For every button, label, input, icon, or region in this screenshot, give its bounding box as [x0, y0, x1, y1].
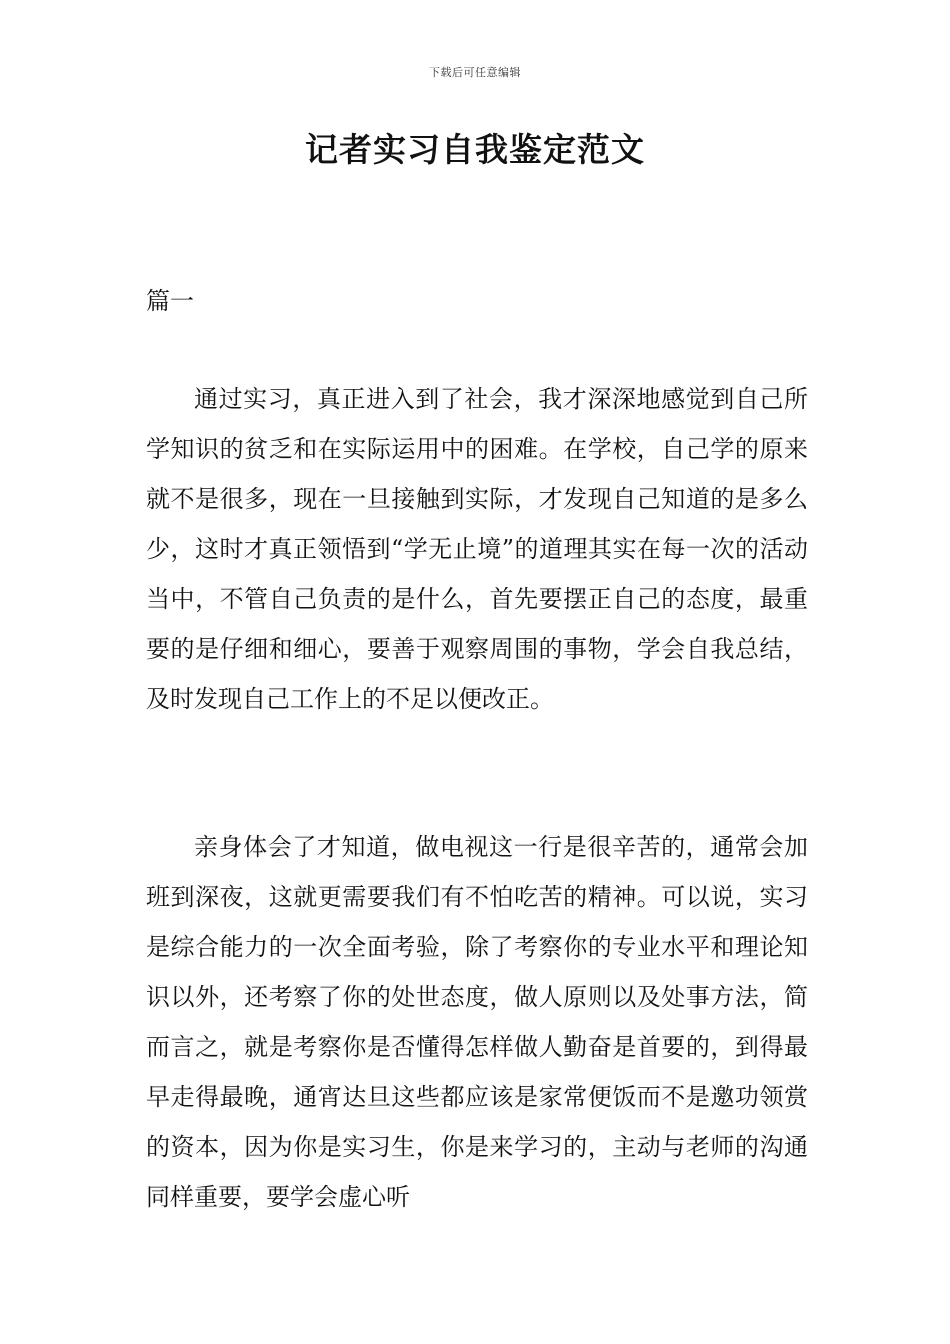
paragraph-2: 亲身体会了才知道，做电视这一行是很辛苦的，通常会加班到深夜，这就更需要我们有不怕吃苦的精神。可以说，实习是综合能力的一次全面考验，除了考察你的专业水平和理论知识以外，还考察了你的处世态度，做人原则以及处事方法，简而言之，就是考察你是否懂得怎样做人勤奋是首要的，到得最早走得最晚，通宵达旦这些都应该是家常便饭而不是邀功领赏的资本，因为你是实习生，你是来学习的，主动与老师的沟通同样重要，要学会虚心听: [146, 833, 808, 1211]
paragraph-1-container: [146, 374, 808, 724]
section-label: 篇一: [146, 287, 194, 315]
paragraph-2-container: [146, 822, 808, 1222]
paragraph-1: 通过实习，真正进入到了社会，我才深深地感觉到自己所学知识的贫乏和在实际运用中的困难。在学校，自己学的原来就不是很多，现在一旦接触到实际，才发现自己知道的是多么少，这时才真正领悟到“学无止境”的道理其实在每一次的活动当中，不管自己负责的是什么，首先要摆正自己的态度，最重要的是仔细和细心，要善于观察周围的事物，学会自我总结，及时发现自己工作上的不足以便改正。: [146, 385, 808, 713]
header-note: 下载后可任意编辑: [429, 66, 521, 79]
page-title: 记者实习自我鉴定范文: [305, 130, 645, 169]
